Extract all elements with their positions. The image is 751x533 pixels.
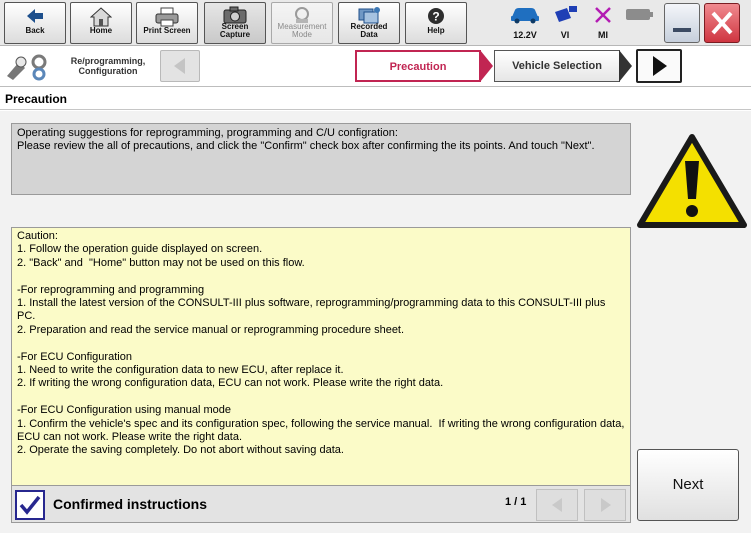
- vi-connection-icon: [551, 4, 579, 26]
- top-toolbar: [0, 0, 751, 46]
- minimize-icon: [665, 4, 699, 42]
- intro-line-2: Please review the all of precautions, and click the "Confirm" check box after confirming the its points. And touch "Next".: [17, 139, 595, 152]
- home-icon: [90, 7, 112, 27]
- caution-line: -For ECU Configuration using manual mode: [17, 404, 231, 417]
- caution-line: 2. If writing the wrong configuration data, ECU can not work. Please write the right data.: [17, 377, 444, 390]
- intro-panel: [11, 123, 631, 195]
- step-vehicle-selection[interactable]: Vehicle Selection: [494, 50, 620, 82]
- help-icon: [427, 7, 445, 25]
- step-precaution[interactable]: Precaution: [355, 50, 481, 82]
- page-up-button[interactable]: [536, 489, 578, 521]
- confirm-label: Confirmed instructions: [53, 496, 208, 512]
- next-button[interactable]: Next: [637, 449, 739, 521]
- voltage-readout: 12.2V: [513, 30, 537, 40]
- recorded-data-button-label: Recorded Data: [350, 22, 388, 39]
- caution-line: 2. Preparation and read the service manual or reprogramming procedure sheet.: [17, 323, 405, 336]
- caution-line: 1. Follow the operation guide displayed on screen.: [17, 243, 263, 256]
- caution-line: -For ECU Configuration: [17, 350, 132, 363]
- page-down-button[interactable]: [584, 489, 626, 521]
- print-screen-button[interactable]: [136, 2, 198, 44]
- mi-label: MI: [598, 30, 608, 40]
- right-arrow-icon: [585, 490, 625, 520]
- caution-line: 1. Confirm the vehicle's spec and its configuration spec, following the service manual. If writing the wrong configuration data, ECU can not work. Please write the right data.: [17, 417, 628, 444]
- caution-line: [17, 270, 625, 283]
- caution-panel: [11, 227, 631, 489]
- nav-forward-button[interactable]: [636, 49, 682, 83]
- reprogramming-icon: [5, 52, 51, 82]
- caution-line: 2. Operate the saving completely. Do not abort without saving data.: [17, 444, 344, 457]
- checkmark-icon: [17, 492, 43, 518]
- workflow-navigation: [0, 47, 751, 87]
- step-arrow-icon: [480, 50, 494, 82]
- svg-text:?: ?: [432, 9, 440, 24]
- caution-line: Caution:: [17, 230, 58, 242]
- step-arrow-icon: [619, 50, 633, 82]
- battery-icon: [624, 4, 654, 24]
- warning-icon: [636, 133, 748, 231]
- screen-capture-button-label: Screen Capture: [219, 22, 251, 39]
- printer-icon: [154, 7, 180, 27]
- screen-capture-button[interactable]: [204, 2, 266, 44]
- page-indicator: 1 / 1: [505, 496, 527, 508]
- section-label: Re/programming, Configuration: [70, 56, 146, 76]
- measurement-mode-button[interactable]: [271, 2, 333, 44]
- back-button[interactable]: [4, 2, 66, 44]
- caution-line: 2. "Back" and "Home" button may not be used on this flow.: [17, 256, 305, 269]
- caution-line: 1. Install the latest version of the CONSULT-III plus software, reprogramming/programming data to this CONSULT-III plus PC.: [17, 297, 609, 323]
- left-arrow-icon: [537, 490, 577, 520]
- battery-status: [622, 4, 656, 42]
- mi-disconnected-icon: [592, 4, 614, 26]
- mi-status: [586, 4, 620, 42]
- car-icon: [509, 4, 541, 24]
- caution-line: [17, 337, 625, 350]
- page-title: Precaution: [0, 88, 751, 110]
- right-arrow-icon: [638, 51, 680, 81]
- home-button-label: Home: [89, 26, 113, 35]
- back-arrow-icon: [25, 7, 45, 25]
- confirm-checkbox[interactable]: [15, 490, 45, 520]
- recorded-data-button[interactable]: [338, 2, 400, 44]
- caution-line: 1. Need to write the configuration data to new ECU, after replace it.: [17, 364, 344, 377]
- battery-voltage-status: [508, 4, 542, 42]
- print-screen-button-label: Print Screen: [143, 26, 191, 35]
- main-panel: [0, 111, 751, 533]
- help-button[interactable]: [405, 2, 467, 44]
- confirm-bar: [11, 485, 631, 523]
- back-button-label: Back: [25, 26, 45, 35]
- intro-line-1: Operating suggestions for reprogramming, programming and C/U configration:: [17, 127, 398, 139]
- left-arrow-icon: [161, 51, 199, 81]
- help-button-label: Help: [427, 26, 445, 35]
- vi-label: VI: [560, 30, 570, 40]
- home-button[interactable]: [70, 2, 132, 44]
- close-button[interactable]: [704, 3, 740, 43]
- vi-status: [548, 4, 582, 42]
- minimize-button[interactable]: [664, 3, 700, 43]
- close-icon: [705, 4, 739, 42]
- measurement-mode-button-label: Measurement Mode: [277, 22, 327, 39]
- caution-line: -For reprogramming and programming: [17, 283, 205, 296]
- caution-line: [17, 391, 625, 404]
- nav-back-button[interactable]: [160, 50, 200, 82]
